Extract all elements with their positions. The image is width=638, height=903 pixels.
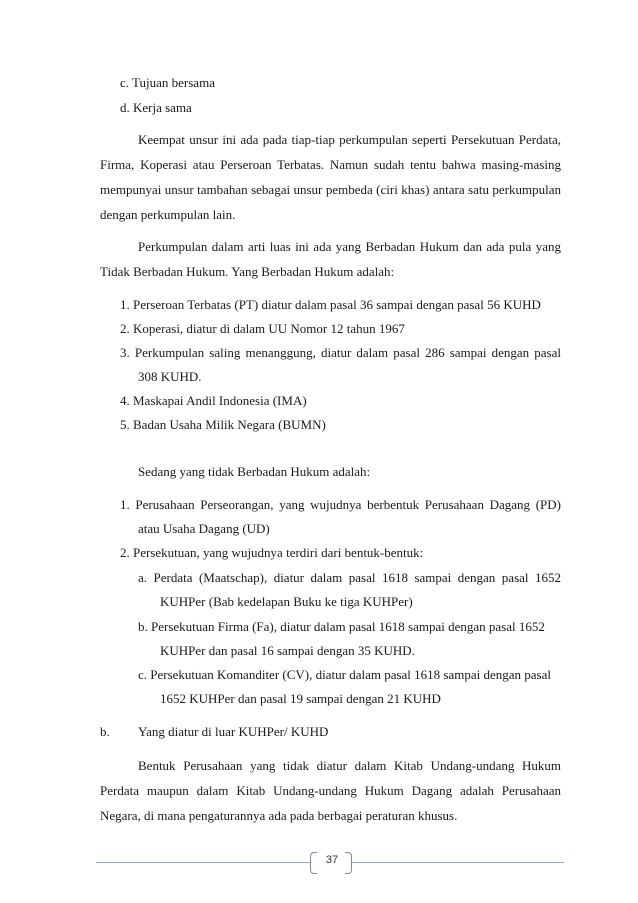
paragraph-line: Bentuk Perusahaan yang tidak diatur dalam Kitab Undang-undang Hukum xyxy=(138,758,561,773)
paragraph-line: Firma, Koperasi atau Perseroan Terbatas. Namun sudah tentu bahwa masing-masing xyxy=(100,157,561,172)
paragraph-line: Negara, di mana pengaturannya ada pada berbagai peraturan khusus. xyxy=(100,808,458,823)
numbered-item: 4. Maskapai Andil Indonesia (IMA) xyxy=(120,393,307,408)
section-heading: Yang diatur di luar KUHPer/ KUHD xyxy=(138,724,329,739)
numbered-item-cont: atau Usaha Dagang (UD) xyxy=(138,521,270,536)
sub-item: c. Persekutuan Komanditer (CV), diatur dalam pasal 1618 sampai dengan pasal xyxy=(138,667,551,682)
paragraph-line: Perdata maupun dalam Kitab Undang-undang Hukum Dagang adalah Perusahaan xyxy=(100,783,561,798)
sub-item: a. Perdata (Maatschap), diatur dalam pasal 1618 sampai dengan pasal 1652 xyxy=(138,570,561,585)
footer-rule-left xyxy=(96,862,310,863)
footer-bracket-left xyxy=(310,852,317,874)
sub-item-cont: 1652 KUHPer dan pasal 19 sampai dengan 21 KUHD xyxy=(160,691,441,706)
numbered-item: 3. Perkumpulan saling menanggung, diatur dalam pasal 286 sampai dengan pasal xyxy=(120,345,561,360)
list-item-d: d. Kerja sama xyxy=(120,100,192,115)
paragraph-line: Perkumpulan dalam arti luas ini ada yang Berbadan Hukum dan ada pula yang xyxy=(138,239,561,254)
sub-item: b. Persekutuan Firma (Fa), diatur dalam pasal 1618 sampai dengan pasal 1652 xyxy=(138,619,545,634)
numbered-item: 2. Persekutuan, yang wujudnya terdiri dari bentuk-bentuk: xyxy=(120,545,424,560)
paragraph-line: dengan perkumpulan lain. xyxy=(100,207,236,222)
paragraph-line: Keempat unsur ini ada pada tiap-tiap perkumpulan seperti Persekutuan Perdata, xyxy=(138,132,561,147)
numbered-item: 5. Badan Usaha Milik Negara (BUMN) xyxy=(120,417,326,432)
numbered-item-cont: 308 KUHD. xyxy=(138,369,202,384)
paragraph-line: Sedang yang tidak Berbadan Hukum adalah: xyxy=(138,464,371,479)
list-item-c: c. Tujuan bersama xyxy=(120,75,215,90)
numbered-item: 1. Perusahaan Perseorangan, yang wujudnya berbentuk Perusahaan Dagang (PD) xyxy=(120,497,561,512)
sub-item-cont: KUHPer dan pasal 16 sampai dengan 35 KUHD. xyxy=(160,643,415,658)
footer-rule-right xyxy=(352,862,564,863)
numbered-item: 1. Perseroan Terbatas (PT) diatur dalam pasal 36 sampai dengan pasal 56 KUHD xyxy=(120,297,541,312)
numbered-item: 2. Koperasi, diatur di dalam UU Nomor 12 tahun 1967 xyxy=(120,321,405,336)
sub-item-cont: KUHPer (Bab kedelapan Buku ke tiga KUHPer) xyxy=(160,594,413,609)
footer-bracket-right xyxy=(345,852,352,874)
section-marker: b. xyxy=(100,724,110,739)
paragraph-line: Tidak Berbadan Hukum. Yang Berbadan Hukum adalah: xyxy=(100,264,395,279)
page-number: 37 xyxy=(325,854,339,866)
paragraph-line: mempunyai unsur tambahan sebagai unsur pembeda (ciri khas) antara satu perkumpulan xyxy=(100,182,561,197)
